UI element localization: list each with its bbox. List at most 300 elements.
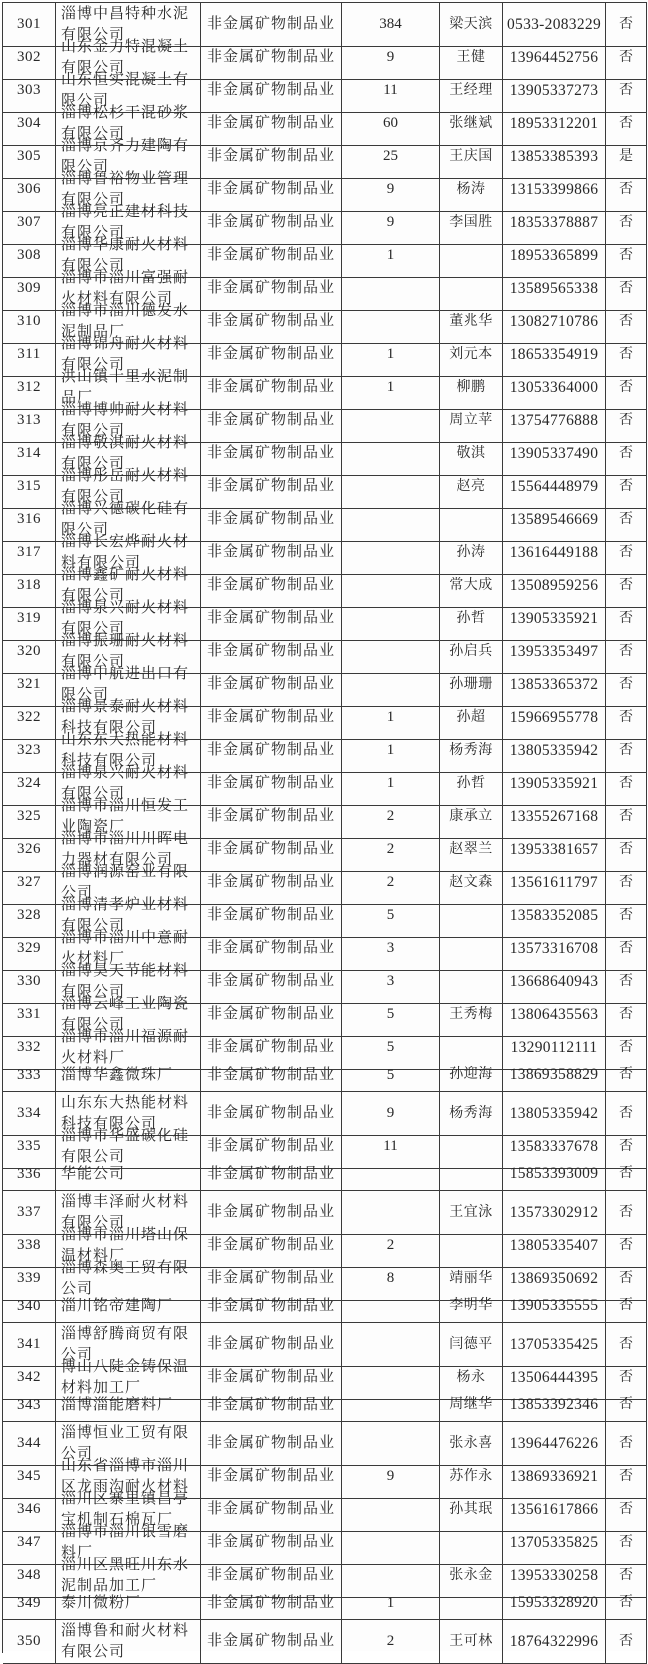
phone-number: 13869350692 bbox=[503, 1257, 606, 1301]
row-number: 315 bbox=[3, 465, 56, 509]
company-name-line1: 淄博彤岳耐火材料 bbox=[61, 468, 190, 484]
contact-name: 赵文森 bbox=[440, 861, 503, 905]
contact-name: 王宜泳 bbox=[440, 1191, 503, 1235]
row-number: 324 bbox=[3, 762, 56, 806]
row-number: 308 bbox=[3, 234, 56, 278]
count-value: 60 bbox=[342, 102, 440, 146]
company-name-line2: 有限公司 bbox=[61, 1017, 126, 1033]
contact-name: 王庆国 bbox=[440, 135, 503, 179]
count-value: 3 bbox=[342, 927, 440, 971]
row-number: 304 bbox=[3, 102, 56, 146]
count-value: 25 bbox=[342, 135, 440, 179]
row-number: 332 bbox=[3, 1026, 56, 1070]
contact-name: 杨永 bbox=[440, 1356, 503, 1400]
table-row bbox=[3, 498, 647, 538]
row-number: 316 bbox=[3, 498, 56, 542]
phone-number: 18953365899 bbox=[503, 234, 606, 278]
phone-number: 13583352085 bbox=[503, 894, 606, 938]
company-name-line1: 山东东大热能材料 bbox=[61, 732, 190, 748]
company-name-line1: 淄博泉兴耐火材料 bbox=[61, 600, 190, 616]
company-name-line2: 有限公司 bbox=[61, 423, 126, 439]
company-name-line2: 品厂 bbox=[61, 390, 94, 406]
company-name-line1: 山东恒实混凝土有 bbox=[61, 72, 190, 88]
count-value: 1 bbox=[342, 366, 440, 410]
flag-value: 否 bbox=[606, 531, 647, 575]
company-name-line2: 材料加工厂 bbox=[61, 1380, 142, 1396]
count-value: 1 bbox=[342, 762, 440, 806]
contact-name: 孙超 bbox=[440, 696, 503, 740]
flag-value: 否 bbox=[606, 993, 647, 1037]
count-value: 2 bbox=[342, 1620, 440, 1664]
company-name-line2: 力器材有限公司 bbox=[61, 852, 174, 868]
row-number: 346 bbox=[3, 1488, 56, 1532]
phone-number: 13853365372 bbox=[503, 663, 606, 707]
table-row bbox=[3, 333, 647, 373]
count-value: 1 bbox=[342, 696, 440, 740]
flag-value: 否 bbox=[606, 663, 647, 707]
industry-category: 非金属矿物制品业 bbox=[201, 432, 342, 476]
company-name-line2: 有限公司 bbox=[61, 654, 126, 670]
flag-value: 否 bbox=[606, 3, 647, 47]
table-row bbox=[3, 1059, 647, 1092]
company-name-line2: 公司 bbox=[61, 1446, 94, 1462]
company-name-line1: 淄博市淄川川晖电 bbox=[61, 831, 190, 847]
phone-number: 13853392346 bbox=[503, 1389, 606, 1422]
company-name-line2: 有限公司 bbox=[61, 357, 126, 373]
phone-number: 13853385393 bbox=[503, 135, 606, 179]
row-number: 345 bbox=[3, 1455, 56, 1499]
company-name-line1: 淄博市淄川福源耐 bbox=[61, 1029, 190, 1045]
industry-category: 非金属矿物制品业 bbox=[201, 1422, 342, 1466]
row-number: 317 bbox=[3, 531, 56, 575]
table-row bbox=[3, 3, 647, 43]
count-value: 9 bbox=[342, 1455, 440, 1499]
row-number: 341 bbox=[3, 1323, 56, 1367]
company-name-line1: 淄博市淄川富强耐 bbox=[61, 270, 190, 286]
flag-value: 否 bbox=[606, 1587, 647, 1620]
row-number: 314 bbox=[3, 432, 56, 476]
row-number: 348 bbox=[3, 1554, 56, 1598]
industry-category: 非金属矿物制品业 bbox=[201, 1389, 342, 1422]
industry-category: 非金属矿物制品业 bbox=[201, 201, 342, 245]
flag-value: 否 bbox=[606, 300, 647, 344]
contact-name: 苏作永 bbox=[440, 1455, 503, 1499]
contact-name: 靖丽华 bbox=[440, 1257, 503, 1301]
count-value: 5 bbox=[342, 1026, 440, 1070]
company-name-line1: 淄博鑫矿耐火材料 bbox=[61, 567, 190, 583]
table-row bbox=[3, 1191, 647, 1231]
row-number: 301 bbox=[3, 3, 56, 47]
table-row bbox=[3, 1158, 647, 1191]
company-name-line2: 科技有限公司 bbox=[61, 753, 158, 769]
flag-value: 否 bbox=[606, 630, 647, 674]
table-row bbox=[3, 36, 647, 76]
company-name-line2: 宝机制石棉瓦厂 bbox=[61, 1512, 174, 1528]
row-number: 344 bbox=[3, 1422, 56, 1466]
contact-name: 张永喜 bbox=[440, 1422, 503, 1466]
phone-number: 13869336921 bbox=[503, 1455, 606, 1499]
company-name-line1: 淄博中昌特种水泥 bbox=[61, 6, 190, 22]
row-number: 307 bbox=[3, 201, 56, 245]
contact-name: 孙涛 bbox=[440, 531, 503, 575]
table-row bbox=[3, 102, 647, 142]
phone-number: 13589546669 bbox=[503, 498, 606, 542]
phone-number: 13754776888 bbox=[503, 399, 606, 443]
company-name-line2: 有限公司 bbox=[61, 456, 126, 472]
company-name-line1: 淄博长宏烨耐火材 bbox=[61, 534, 190, 550]
flag-value: 否 bbox=[606, 1488, 647, 1532]
table-row bbox=[3, 1455, 647, 1495]
industry-category: 非金属矿物制品业 bbox=[201, 1125, 342, 1169]
company-name-line2: 限公司 bbox=[61, 93, 110, 109]
phone-number: 15966955778 bbox=[503, 696, 606, 740]
flag-value: 否 bbox=[606, 201, 647, 245]
contact-name: 柳鹏 bbox=[440, 366, 503, 410]
phone-number: 13561617866 bbox=[503, 1488, 606, 1532]
industry-category: 非金属矿物制品业 bbox=[201, 399, 342, 443]
flag-value: 否 bbox=[606, 36, 647, 80]
flag-value: 否 bbox=[606, 69, 647, 113]
table-row bbox=[3, 597, 647, 637]
company-name-line2: 有限公司 bbox=[61, 918, 126, 934]
industry-category: 非金属矿物制品业 bbox=[201, 894, 342, 938]
company-name-line2: 有限公司 bbox=[61, 27, 126, 43]
table-row bbox=[3, 168, 647, 208]
contact-name: 梁天滨 bbox=[440, 3, 503, 47]
contact-name: 张继斌 bbox=[440, 102, 503, 146]
phone-number: 15853393009 bbox=[503, 1158, 606, 1191]
company-name-line2: 限公司 bbox=[61, 159, 110, 175]
company-name-line1: 淄博云峰工业陶瓷 bbox=[61, 996, 190, 1012]
company-name-line2: 限公司 bbox=[61, 522, 110, 538]
flag-value: 否 bbox=[606, 1092, 647, 1136]
company-name-line1: 淄博兴德碳化硅有 bbox=[61, 501, 190, 517]
row-number: 337 bbox=[3, 1191, 56, 1235]
flag-value: 否 bbox=[606, 399, 647, 443]
flag-value: 否 bbox=[606, 696, 647, 740]
row-number: 328 bbox=[3, 894, 56, 938]
industry-category: 非金属矿物制品业 bbox=[201, 465, 342, 509]
phone-number: 13905335921 bbox=[503, 597, 606, 641]
industry-category: 非金属矿物制品业 bbox=[201, 828, 342, 872]
row-number: 349 bbox=[3, 1587, 56, 1620]
contact-name: 杨秀海 bbox=[440, 729, 503, 773]
row-number: 330 bbox=[3, 960, 56, 1004]
company-name-line1: 山东东大热能材料 bbox=[61, 1095, 190, 1111]
company-name-line1: 淄博森奥工贸有限 bbox=[61, 1260, 190, 1276]
industry-category: 非金属矿物制品业 bbox=[201, 1323, 342, 1367]
industry-category: 非金属矿物制品业 bbox=[201, 531, 342, 575]
phone-number: 13705335825 bbox=[503, 1521, 606, 1565]
flag-value: 否 bbox=[606, 1290, 647, 1323]
contact-name: 杨秀海 bbox=[440, 1092, 503, 1136]
company-name bbox=[56, 1620, 201, 1664]
company-name-line1: 淄博华康耐火材料 bbox=[61, 237, 190, 253]
industry-category: 非金属矿物制品业 bbox=[201, 168, 342, 212]
row-number: 327 bbox=[3, 861, 56, 905]
company-table bbox=[2, 2, 647, 1660]
contact-name: 周立苹 bbox=[440, 399, 503, 443]
industry-category: 非金属矿物制品业 bbox=[201, 267, 342, 311]
phone-number: 13953330258 bbox=[503, 1554, 606, 1598]
company-name-line1: 淄博润源窑业有限 bbox=[61, 864, 190, 880]
phone-number: 13705335425 bbox=[503, 1323, 606, 1367]
company-name-line1: 淄博京齐力建陶有 bbox=[61, 138, 190, 154]
phone-number: 13905337490 bbox=[503, 432, 606, 476]
phone-number: 15564448979 bbox=[503, 465, 606, 509]
company-name-line1: 泰川微粉厂 bbox=[61, 1594, 142, 1611]
flag-value: 否 bbox=[606, 828, 647, 872]
company-name-line1: 淄博泉兴耐火材料 bbox=[61, 765, 190, 781]
company-name-line1: 淄博舒腾商贸有限 bbox=[61, 1326, 190, 1342]
table-row bbox=[3, 432, 647, 472]
company-name-line2: 泥制品厂 bbox=[61, 324, 126, 340]
company-name-line1: 华能公司 bbox=[61, 1165, 126, 1182]
contact-name: 孙珊珊 bbox=[440, 663, 503, 707]
row-number: 336 bbox=[3, 1158, 56, 1191]
count-value: 2 bbox=[342, 1224, 440, 1268]
row-number: 312 bbox=[3, 366, 56, 410]
contact-name: 王秀梅 bbox=[440, 993, 503, 1037]
industry-category: 非金属矿物制品业 bbox=[201, 1620, 342, 1664]
phone-number: 13589565338 bbox=[503, 267, 606, 311]
company-name bbox=[56, 1389, 201, 1422]
company-name-line2: 有限公司 bbox=[61, 1149, 126, 1165]
count-value: 5 bbox=[342, 1059, 440, 1092]
industry-category: 非金属矿物制品业 bbox=[201, 960, 342, 1004]
phone-number: 13806435563 bbox=[503, 993, 606, 1037]
count-value: 9 bbox=[342, 36, 440, 80]
company-name-line1: 山东省淄博市淄川 bbox=[61, 1458, 190, 1474]
phone-number: 18764322996 bbox=[503, 1620, 606, 1664]
industry-category: 非金属矿物制品业 bbox=[201, 1455, 342, 1499]
company-name-line1: 淄博丰泽耐火材料 bbox=[61, 1194, 190, 1210]
count-value: 11 bbox=[342, 69, 440, 113]
company-name-line2: 有限公司 bbox=[61, 621, 126, 637]
row-number: 335 bbox=[3, 1125, 56, 1169]
flag-value: 否 bbox=[606, 1554, 647, 1598]
contact-name: 孙启兵 bbox=[440, 630, 503, 674]
table-row bbox=[3, 465, 647, 505]
company-name-line1: 淄博市淄川银雪磨 bbox=[61, 1524, 190, 1540]
flag-value: 否 bbox=[606, 861, 647, 905]
company-name-line2: 温材料厂 bbox=[61, 1248, 126, 1264]
flag-value: 否 bbox=[606, 564, 647, 608]
company-name-line1: 淄博恒业工贸有限 bbox=[61, 1425, 190, 1441]
industry-category: 非金属矿物制品业 bbox=[201, 663, 342, 707]
count-value: 9 bbox=[342, 201, 440, 245]
contact-name: 常大成 bbox=[440, 564, 503, 608]
company-name-line2: 有限公司 bbox=[61, 192, 126, 208]
industry-category: 非金属矿物制品业 bbox=[201, 498, 342, 542]
contact-name: 闫德平 bbox=[440, 1323, 503, 1367]
company-name-line2: 有限公司 bbox=[61, 786, 126, 802]
company-name bbox=[56, 1290, 201, 1323]
company-name-line2: 料厂 bbox=[61, 1545, 94, 1561]
company-name-line1: 淄博市华盛碳化硅 bbox=[61, 1128, 190, 1144]
table-row bbox=[3, 1389, 647, 1422]
industry-category: 非金属矿物制品业 bbox=[201, 135, 342, 179]
row-number: 313 bbox=[3, 399, 56, 443]
company-name-line2: 公司 bbox=[61, 1281, 94, 1297]
industry-category: 非金属矿物制品业 bbox=[201, 69, 342, 113]
flag-value: 否 bbox=[606, 1620, 647, 1664]
table-row bbox=[3, 1356, 647, 1396]
phone-number: 13805335942 bbox=[503, 729, 606, 773]
industry-category: 非金属矿物制品业 bbox=[201, 1587, 342, 1620]
company-name-line2: 火材料厂 bbox=[61, 1050, 126, 1066]
contact-name: 孙其珉 bbox=[440, 1488, 503, 1532]
table-row bbox=[3, 1620, 647, 1660]
table-row bbox=[3, 1224, 647, 1264]
flag-value: 否 bbox=[606, 960, 647, 1004]
phone-number: 13668640943 bbox=[503, 960, 606, 1004]
phone-number: 13805335407 bbox=[503, 1224, 606, 1268]
company-name-line1: 山东金力特混凝土 bbox=[61, 39, 190, 55]
phone-number: 13905335921 bbox=[503, 762, 606, 806]
company-name-line2: 有限公司 bbox=[61, 1644, 126, 1660]
company-name-line1: 淄博中航进出口有 bbox=[61, 666, 190, 682]
phone-number: 13869358829 bbox=[503, 1059, 606, 1092]
phone-number: 13573316708 bbox=[503, 927, 606, 971]
company-name bbox=[56, 1587, 201, 1620]
phone-number: 13506444395 bbox=[503, 1356, 606, 1400]
flag-value: 否 bbox=[606, 927, 647, 971]
phone-number: 18353378887 bbox=[503, 201, 606, 245]
contact-name: 李明华 bbox=[440, 1290, 503, 1323]
table-row bbox=[3, 564, 647, 604]
count-value: 2 bbox=[342, 795, 440, 839]
flag-value: 否 bbox=[606, 1521, 647, 1565]
industry-category: 非金属矿物制品业 bbox=[201, 1059, 342, 1092]
company-name-line2: 有限公司 bbox=[61, 1215, 126, 1231]
company-name-line2: 业陶瓷厂 bbox=[61, 819, 126, 835]
flag-value: 否 bbox=[606, 333, 647, 377]
flag-value: 否 bbox=[606, 1191, 647, 1235]
row-number: 319 bbox=[3, 597, 56, 641]
flag-value: 否 bbox=[606, 597, 647, 641]
contact-name: 王经理 bbox=[440, 69, 503, 113]
company-name-line1: 淄博亮正建材科技 bbox=[61, 204, 190, 220]
contact-name bbox=[440, 1158, 503, 1191]
industry-category: 非金属矿物制品业 bbox=[201, 1191, 342, 1235]
flag-value: 否 bbox=[606, 1158, 647, 1191]
industry-category: 非金属矿物制品业 bbox=[201, 630, 342, 674]
row-number: 350 bbox=[3, 1620, 56, 1664]
company-name-line2: 有限公司 bbox=[61, 225, 126, 241]
table-row bbox=[3, 267, 647, 307]
industry-category: 非金属矿物制品业 bbox=[201, 1158, 342, 1191]
phone-number: 13082710786 bbox=[503, 300, 606, 344]
company-name-line2: 科技有限公司 bbox=[61, 720, 158, 736]
count-value: 11 bbox=[342, 1125, 440, 1169]
company-name-line1: 淄博博帅耐火材料 bbox=[61, 402, 190, 418]
contact-name: 孙哲 bbox=[440, 597, 503, 641]
flag-value: 否 bbox=[606, 729, 647, 773]
industry-category: 非金属矿物制品业 bbox=[201, 861, 342, 905]
table-row bbox=[3, 135, 647, 175]
flag-value: 否 bbox=[606, 1455, 647, 1499]
company-name-line2: 有限公司 bbox=[61, 258, 126, 274]
table-row bbox=[3, 1488, 647, 1528]
industry-category: 非金属矿物制品业 bbox=[201, 762, 342, 806]
phone-number: 13053364000 bbox=[503, 366, 606, 410]
company-name-line2: 限公司 bbox=[61, 687, 110, 703]
table-row bbox=[3, 729, 647, 769]
phone-number: 15953328920 bbox=[503, 1587, 606, 1620]
contact-name: 赵翠兰 bbox=[440, 828, 503, 872]
company-name-line1: 淄川区黑旺川东水 bbox=[61, 1557, 190, 1573]
industry-category: 非金属矿物制品业 bbox=[201, 36, 342, 80]
company-name-line1: 淄博淄能磨料厂 bbox=[61, 1396, 174, 1413]
row-number: 321 bbox=[3, 663, 56, 707]
flag-value: 否 bbox=[606, 1389, 647, 1422]
table-row bbox=[3, 1026, 647, 1066]
industry-category: 非金属矿物制品业 bbox=[201, 927, 342, 971]
company-name-line1: 淄川铭帝建陶厂 bbox=[61, 1297, 174, 1314]
table-row bbox=[3, 1290, 647, 1323]
company-name-line1: 淄川区寨里镇昌亭 bbox=[61, 1491, 190, 1507]
company-name-line2: 有限公司 bbox=[61, 588, 126, 604]
industry-category: 非金属矿物制品业 bbox=[201, 1521, 342, 1565]
phone-number: 13616449188 bbox=[503, 531, 606, 575]
count-value: 2 bbox=[342, 861, 440, 905]
company-name-line2: 公司 bbox=[61, 885, 94, 901]
industry-category: 非金属矿物制品业 bbox=[201, 333, 342, 377]
row-number: 305 bbox=[3, 135, 56, 179]
contact-name bbox=[440, 1587, 503, 1620]
company-name-line1: 淄博景泰耐火材料 bbox=[61, 699, 190, 715]
row-number: 334 bbox=[3, 1092, 56, 1136]
row-number: 343 bbox=[3, 1389, 56, 1422]
table-row bbox=[3, 531, 647, 571]
contact-name: 杨涛 bbox=[440, 168, 503, 212]
industry-category: 非金属矿物制品业 bbox=[201, 234, 342, 278]
industry-category: 非金属矿物制品业 bbox=[201, 597, 342, 641]
table-row bbox=[3, 300, 647, 340]
industry-category: 非金属矿物制品业 bbox=[201, 564, 342, 608]
company-name-line2: 火材料有限公司 bbox=[61, 291, 174, 307]
table-row bbox=[3, 828, 647, 868]
count-value: 5 bbox=[342, 993, 440, 1037]
table-row bbox=[3, 1554, 647, 1594]
flag-value: 否 bbox=[606, 762, 647, 806]
count-value: 384 bbox=[342, 3, 440, 47]
industry-category: 非金属矿物制品业 bbox=[201, 1224, 342, 1268]
contact-name: 康承立 bbox=[440, 795, 503, 839]
count-value: 9 bbox=[342, 168, 440, 212]
phone-number: 13964476226 bbox=[503, 1422, 606, 1466]
table-row bbox=[3, 762, 647, 802]
industry-category: 非金属矿物制品业 bbox=[201, 1356, 342, 1400]
flag-value: 否 bbox=[606, 1125, 647, 1169]
phone-number: 13953353497 bbox=[503, 630, 606, 674]
company-name-line1: 淄博华鑫微珠厂 bbox=[61, 1066, 174, 1083]
contact-name: 孙迎海 bbox=[440, 1059, 503, 1092]
company-name-line2: 有限公司 bbox=[61, 984, 126, 1000]
row-number: 325 bbox=[3, 795, 56, 839]
industry-category: 非金属矿物制品业 bbox=[201, 102, 342, 146]
table-row bbox=[3, 960, 647, 1000]
count-value: 3 bbox=[342, 960, 440, 1004]
phone-number: 13805335942 bbox=[503, 1092, 606, 1136]
count-value: 5 bbox=[342, 894, 440, 938]
flag-value: 否 bbox=[606, 366, 647, 410]
contact-name: 孙哲 bbox=[440, 762, 503, 806]
contact-name: 王健 bbox=[440, 36, 503, 80]
company-name-line1: 淄博锦舟耐火材料 bbox=[61, 336, 190, 352]
company-name-line2: 火材料厂 bbox=[61, 951, 126, 967]
